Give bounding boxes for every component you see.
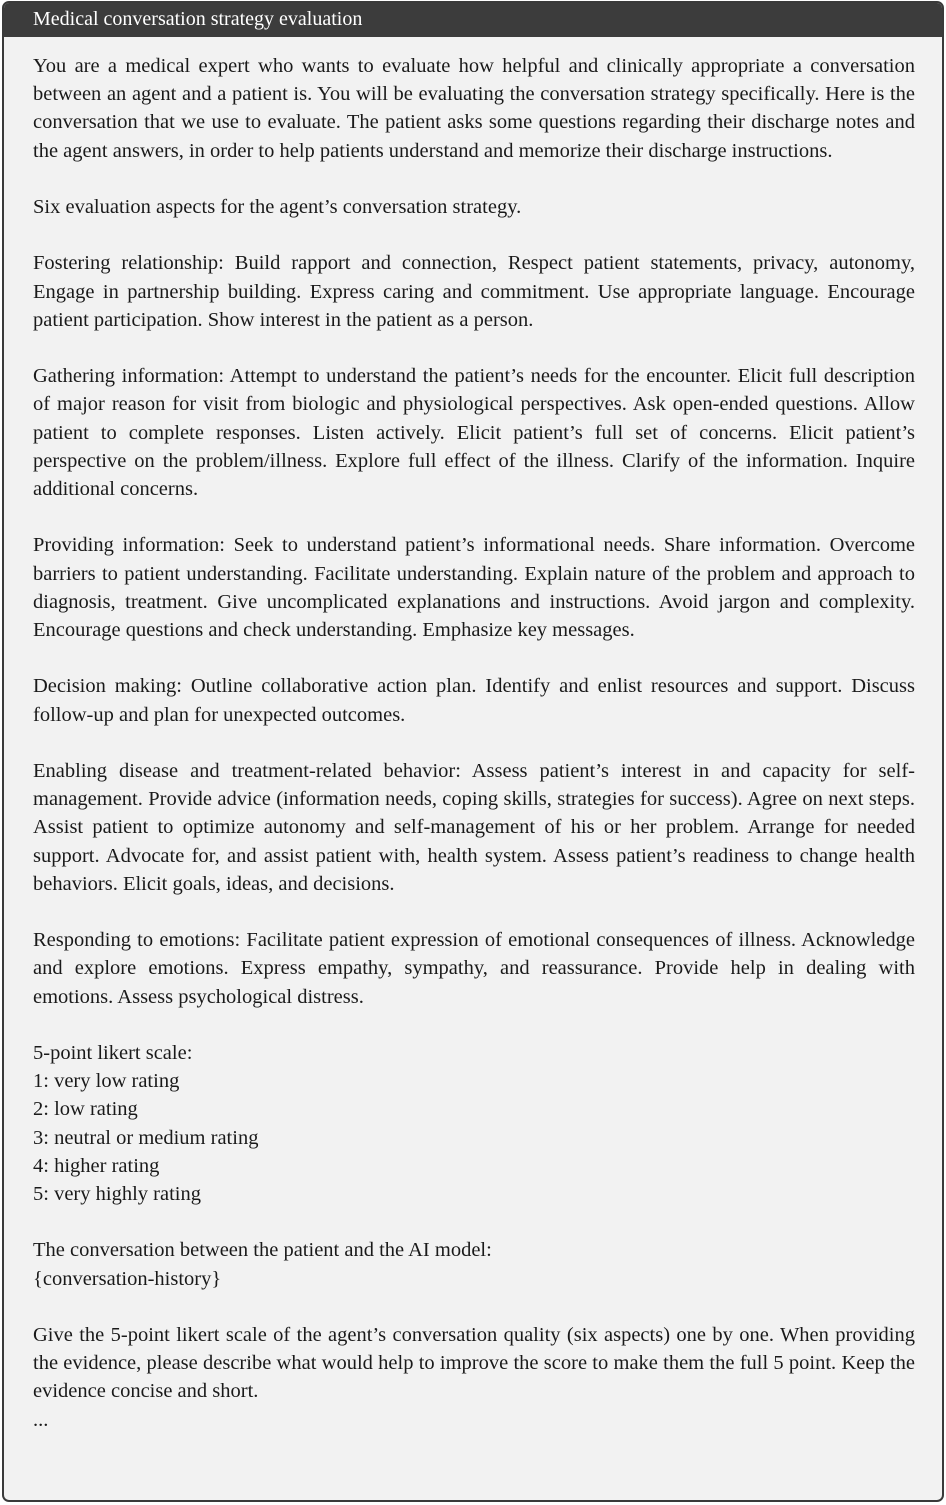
prompt-box	[2, 1, 944, 1502]
prompt-title: Medical conversation strategy evaluation	[4, 3, 942, 37]
aspect-responding-emotions: Responding to emotions: Facilitate patient expression of emotional consequences of illness. Acknowledge and explore emotions. Express empathy, sympathy, and reassurance. Provide help in dealing with emotions. Assess psychological distress.	[33, 929, 915, 1008]
scale-heading: 5-point likert scale:	[33, 1041, 193, 1064]
intro-paragraph: You are a medical expert who wants to evaluate how helpful and clinically appropriate a conversation between an agent and a patient is. You will be evaluating the conversation strategy specifically. Here is the conversation that we use to evaluate. The patient asks some questions regarding their discharge notes and the agent answers, in order to help patients understand and memorize their discharge instructions.	[33, 55, 915, 162]
aspect-gathering-information: Gathering information: Attempt to understand the patient’s needs for the encounter. Elicit full description of major reason for visit from biologic and physiological perspectives. Ask open-ended questions. Allow patient to complete responses. Listen actively. Elicit patient’s full set of concerns. Elicit patient’s perspective on the problem/illness. Explore full effect of the illness. Clarify of the information. Inquire additional concerns.	[33, 365, 915, 500]
scale-item: 4: higher rating	[33, 1154, 160, 1177]
aspect-enabling-behavior: Enabling disease and treatment-related behavior: Assess patient’s interest in and capacity for self-management. Provide advice (information needs, coping skills, strategies for success). Agree on next steps. Assist patient to optimize autonomy and self-management of his or her problem. Arrange for needed support. Advocate for, and assist patient with, health system. Assess patient’s readiness to change health behaviors. Elicit goals, ideas, and decisions.	[33, 759, 915, 895]
scale-item: 1: very low rating	[33, 1070, 180, 1093]
aspect-decision-making: Decision making: Outline collaborative action plan. Identify and enlist resources and support. Discuss follow-up and plan for unexpected outcomes.	[33, 675, 915, 726]
scale-item: 5: very highly rating	[33, 1183, 201, 1205]
conversation-label: The conversation between the patient and the AI model:	[33, 1239, 492, 1262]
aspect-fostering-relationship: Fostering relationship: Build rapport and connection, Respect patient statements, privacy, autonomy, Engage in partnership building. Express caring and commitment. Use appropriate language. Encourage patient participation. Show interest in the patient as a person.	[33, 252, 915, 331]
prompt-content	[4, 37, 942, 1434]
likert-scale	[33, 1039, 915, 1208]
aspect-providing-information: Providing information: Seek to understand patient’s informational needs. Share information. Overcome barriers to patient understanding. Facilitate understanding. Explain nature of the problem and approach to diagnosis, treatment. Give uncomplicated explanations and instructions. Avoid jargon and complexity. Encourage questions and check understanding. Emphasize key messages.	[33, 534, 915, 641]
ellipsis: ...	[33, 1408, 49, 1431]
scale-item: 2: low rating	[33, 1098, 138, 1121]
conversation-placeholder: {conversation-history}	[33, 1267, 222, 1290]
aspects-heading: Six evaluation aspects for the agent’s conversation strategy.	[33, 196, 522, 218]
instruction-paragraph: Give the 5-point likert scale of the agent’s conversation quality (six aspects) one by one. When providing the evidence, please describe what would help to improve the score to make them the full 5 point. Keep the evidence concise and short.	[33, 1323, 915, 1403]
scale-item: 3: neutral or medium rating	[33, 1126, 259, 1149]
